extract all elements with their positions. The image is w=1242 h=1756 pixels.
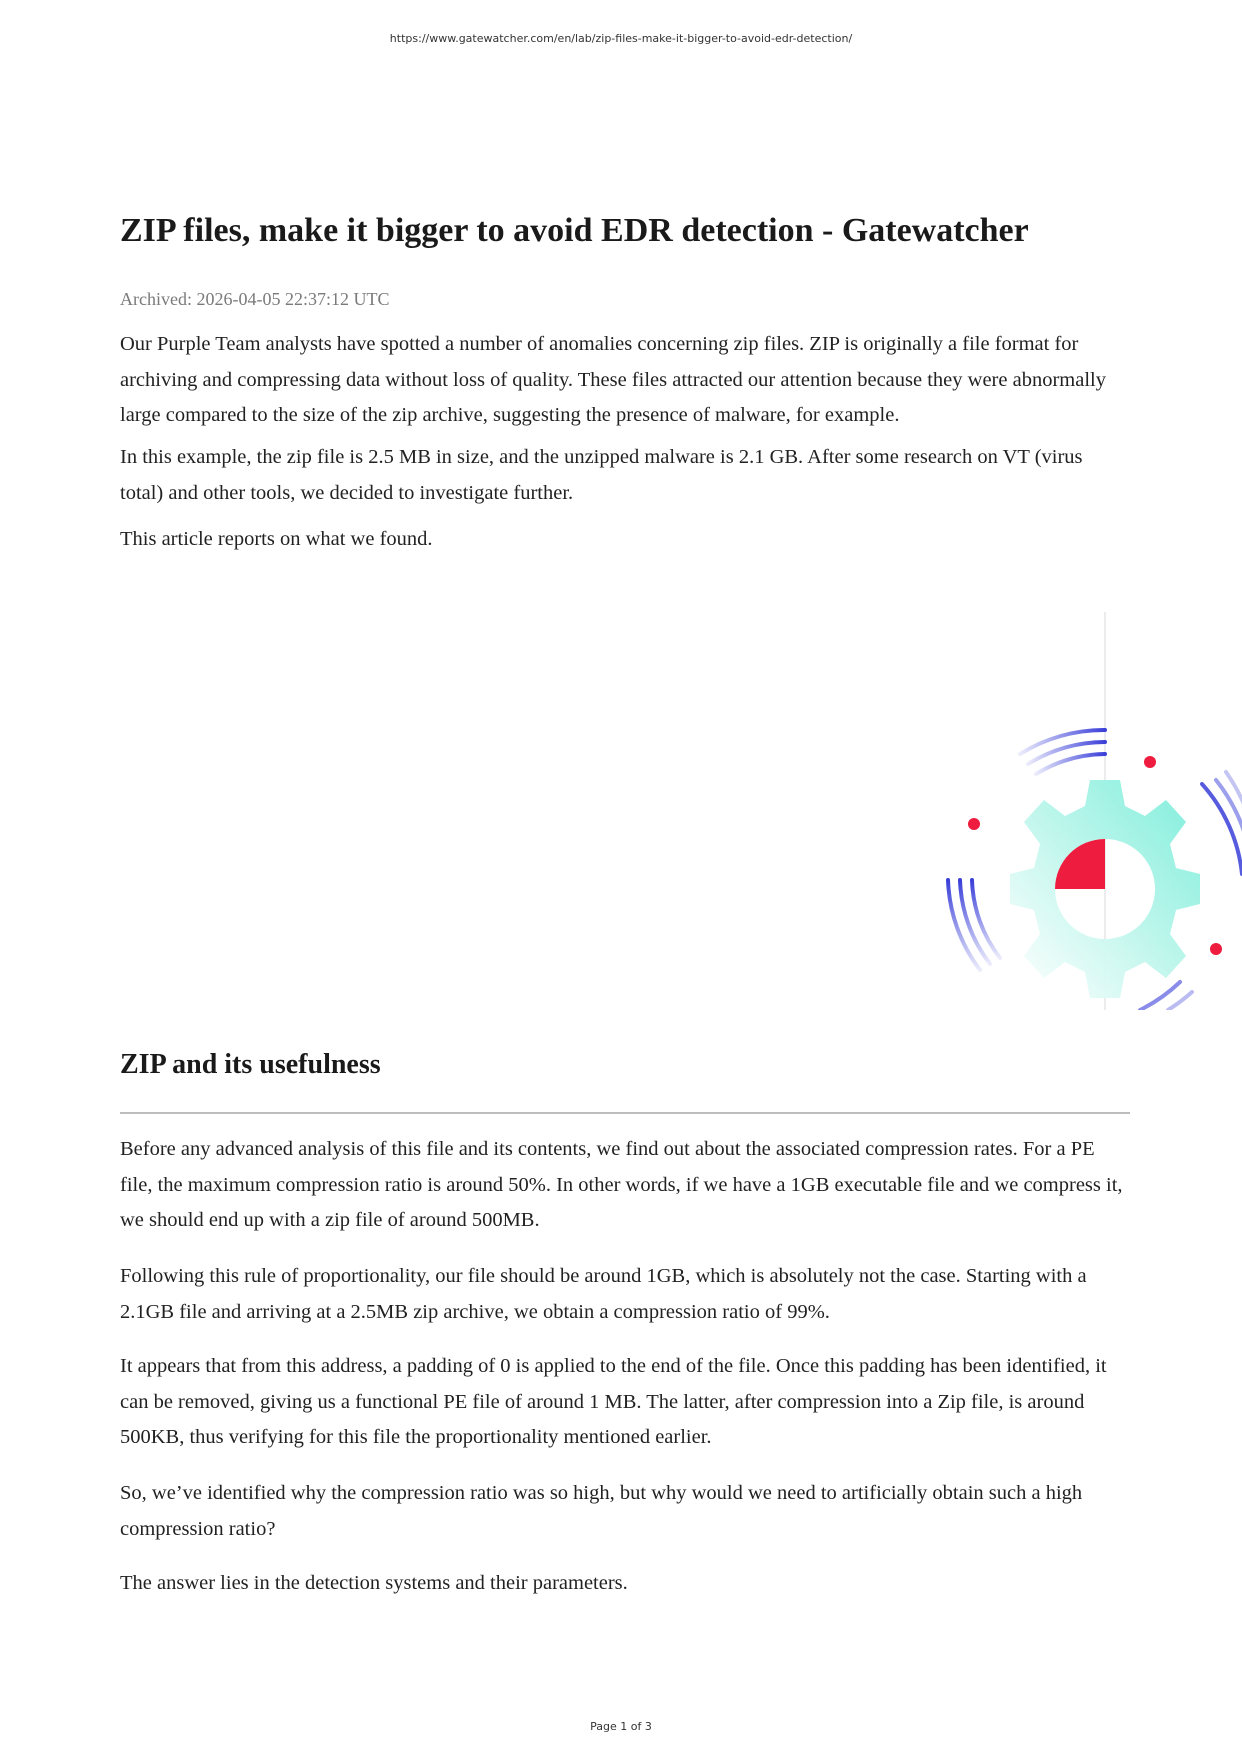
- hero-illustration: [940, 612, 1242, 1010]
- section-paragraph-1: Before any advanced analysis of this file and its contents, we find out about the associated compression rates. For a PE file, the maximum compression ratio is around 50%. In other words, if we have a 1GB executable file and we compress it, we should end up with a zip file of around 500MB.: [120, 1138, 1123, 1231]
- intro-paragraph-2: In this example, the zip file is 2.5 MB in size, and the unzipped malware is 2.1 GB. After some research on VT (virus total) and other tools, we decided to investigate further.: [120, 446, 1083, 504]
- section-heading: ZIP and its usefulness: [120, 1049, 381, 1080]
- section-paragraph-5: The answer lies in the detection systems and their parameters.: [120, 1572, 628, 1594]
- section-paragraph-2: Following this rule of proportionality, our file should be around 1GB, which is absolutely not the case. Starting with a 2.1GB file and arriving at a 2.5MB zip archive, we obtain a compression ratio of 99%.: [120, 1265, 1087, 1323]
- section-paragraph-3: It appears that from this address, a padding of 0 is applied to the end of the file. Once this padding has been identified, it can be removed, giving us a functional PE file of around 1 MB. The latter, after compression into a Zip file, is around 500KB, thus verifying for this file the proportionality mentioned earlier.: [120, 1355, 1107, 1448]
- section-paragraph-4: So, we’ve identified why the compression ratio was so high, but why would we need to artificially obtain such a high compression ratio?: [120, 1482, 1083, 1540]
- section-divider: [120, 1112, 1130, 1114]
- page-title: ZIP files, make it bigger to avoid EDR detection - Gatewatcher: [120, 212, 1029, 249]
- intro-paragraph-1: Our Purple Team analysts have spotted a number of anomalies concerning zip files. ZIP is originally a file format for archiving and compressing data without loss of quality. These files attracted our attention because they were abnormally large compared to the size of the zip archive, suggesting the presence of malware, for example.: [120, 333, 1106, 426]
- red-dot: [1210, 943, 1222, 955]
- red-dot: [1144, 756, 1156, 768]
- intro-paragraph-3: This article reports on what we found.: [120, 528, 433, 550]
- archived-timestamp: Archived: 2026-04-05 22:37:12 UTC: [120, 289, 390, 309]
- red-dot: [968, 818, 980, 830]
- page-number: Page 1 of 3: [590, 1720, 652, 1733]
- source-url: https://www.gatewatcher.com/en/lab/zip-files-make-it-bigger-to-avoid-edr-detection/: [389, 32, 853, 45]
